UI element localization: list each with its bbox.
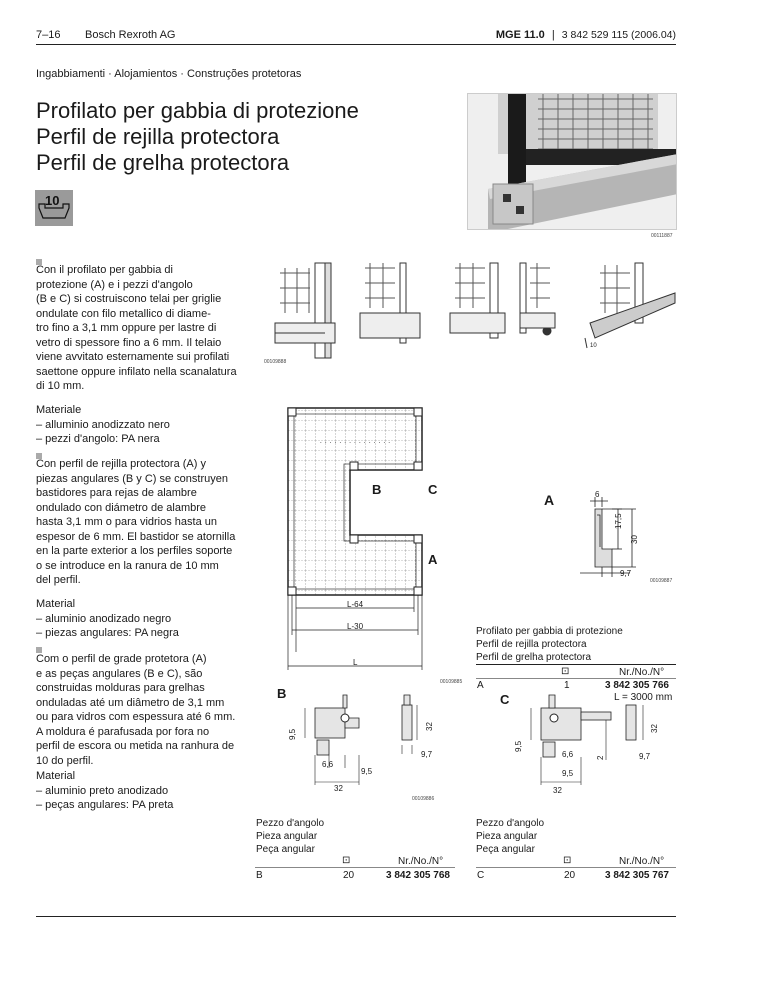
text-line: Material (36, 598, 76, 610)
corner-c-drawing (476, 690, 676, 800)
slot-size-badge (35, 190, 73, 226)
text-line: Pezzo d'angolo (476, 818, 545, 829)
corner-c-dim-32v: 32 (650, 724, 659, 733)
title-pt: Perfil de grelha protectora (36, 150, 290, 175)
corner-b-dim-9-7: 9,7 (421, 750, 433, 759)
profile-dim-17-5: 17,5 (614, 513, 623, 529)
corner-b-dim-32v: 32 (425, 722, 434, 731)
text-line: ondulado con diámetro de alambre (36, 501, 207, 514)
text-line: A moldura é parafusada por fora no (36, 725, 210, 738)
text-line: Pezzo d'angolo (256, 818, 325, 829)
text-line: – peças angulares: PA preta (36, 799, 174, 811)
corner-c-label: C (500, 692, 510, 707)
text-line: – aluminio anodizado negro (36, 612, 172, 625)
text-line: Profilato per gabbia di protezione (476, 626, 623, 637)
title-es: Perfil de rejilla protectora (36, 124, 280, 149)
product-a-description (476, 625, 623, 664)
footer-rule (36, 916, 676, 917)
frame-drawing (255, 390, 470, 690)
package-icon: ⊡ (342, 855, 351, 866)
description-es (36, 457, 246, 588)
corner-c-dim-9-5: 9,5 (514, 740, 523, 752)
product-c-qty: 20 (564, 870, 576, 881)
text-line: del perfil. (36, 574, 81, 586)
dim-l-30: L-30 (347, 622, 364, 631)
corner-b-dim-9-5: 9,5 (288, 728, 297, 740)
corners-code: 00109886 (412, 796, 435, 802)
text-line: hasta 3,1 mm o para vidrios hasta un (36, 516, 217, 528)
text-line: tro fino a 3,1 mm oppure per lastre di (36, 322, 217, 334)
material-pt (36, 769, 173, 813)
text-line: (B e C) si costruiscono telai per griglie (36, 293, 222, 305)
text-line: saettone oppure infilato nella scanalatura (36, 365, 237, 378)
corner-c-dim-2: 2 (596, 755, 605, 760)
text-line: Perfil de grelha protectora (476, 652, 592, 663)
description-it (36, 263, 246, 394)
text-line: Pieza angular (256, 831, 318, 842)
text-line: – aluminio preto anodizado (36, 784, 169, 797)
text-line: ou para vidros com espessura até 6 mm. (36, 711, 236, 723)
text-line: Com o perfil de grade protetora (A) (36, 653, 207, 665)
product-a-length: L = 3000 mm (614, 692, 673, 703)
text-line: Peça angular (476, 844, 535, 855)
text-line: di 10 mm. (36, 380, 85, 392)
frame-code: 00109885 (440, 679, 463, 685)
material-it (36, 403, 170, 447)
corner-b-dim-6-6: 6,6 (322, 760, 334, 769)
page-number: 7–16 (36, 29, 61, 41)
profile-dim-9-7: 9,7 (620, 569, 632, 578)
product-c-rule (476, 867, 676, 868)
text-line: viene avvitato esternamente sui profilati (36, 351, 230, 363)
company-name: Bosch Rexroth AG (85, 29, 176, 41)
product-b-rule (255, 867, 455, 868)
corner-b-dim-9-5b: 9,5 (361, 767, 373, 776)
text-line: en la parte exterior a los perfiles soporte (36, 545, 233, 557)
assembly-drawing (255, 243, 677, 373)
text-line: Con perfil de rejilla protectora (A) y (36, 458, 206, 470)
text-line: Pieza angular (476, 831, 538, 842)
frame-illustration (255, 390, 470, 690)
text-line: Con il profilato per gabbia di (36, 264, 173, 276)
product-b-number: 3 842 305 768 (386, 870, 450, 881)
product-c-description (476, 817, 544, 856)
profile-dim-6: 6 (595, 490, 600, 499)
text-line: espesor de 6 mm. El bastidor se atornilla (36, 530, 236, 543)
description-pt (36, 652, 246, 768)
page-title (36, 98, 359, 176)
assembly-code: 00109888 (264, 359, 287, 365)
product-b-description (256, 817, 324, 856)
text-line: Peça angular (256, 844, 315, 855)
text-line: 10 do perfil. (36, 754, 94, 767)
profile-a-illustration (540, 487, 680, 587)
text-line: – pezzi d'angolo: PA nera (36, 433, 160, 445)
text-line: construidas molduras para grelhas (36, 682, 205, 694)
package-icon: ⊡ (563, 855, 572, 866)
doc-code: MGE 11.0 (495, 29, 545, 41)
assembly-illustration (255, 243, 677, 373)
profile-a-code: 00109887 (650, 578, 673, 584)
product-b-col-nr: Nr./No./N° (398, 856, 444, 867)
header-rule (36, 44, 676, 45)
product-c-row-label: C (477, 870, 485, 881)
product-c-number: 3 842 305 767 (605, 870, 669, 881)
doc-ref (496, 29, 676, 41)
text-line: onduladas até um diâmetro de 3,1 mm (36, 696, 225, 709)
text-line: protezione (A) e i pezzi d'angolo (36, 278, 193, 291)
photo-code: 00111887 (651, 233, 673, 239)
svg-text:· · · · · · · · · · · · · · ·: · · · · · · · · · · · · · · · (319, 438, 391, 447)
doc-separator: | (551, 29, 555, 41)
breadcrumb: Ingabbiamenti · Alojamientos · Construções protetoras (36, 68, 302, 80)
text-line: – piezas angulares: PA negra (36, 627, 179, 639)
product-a-rule-top (476, 664, 676, 665)
text-line: Perfil de rejilla protectora (476, 639, 587, 650)
text-line: bastidores para rejas de alambre (36, 487, 197, 499)
corner-c-dim-32h: 32 (553, 786, 562, 795)
frame-label-b: B (372, 482, 382, 497)
text-line: Material (36, 770, 76, 782)
svg-text:10: 10 (590, 343, 597, 349)
doc-number: 3 842 529 115 (2006.04) (561, 29, 676, 41)
profile-dim-30: 30 (630, 535, 639, 544)
slot-size-text: 10 (45, 193, 60, 208)
dim-l: L (353, 658, 358, 667)
product-b-qty: 20 (343, 870, 355, 881)
dim-l-64: L-64 (347, 600, 364, 609)
package-icon: ⊡ (561, 666, 570, 677)
product-b-row-label: B (256, 870, 263, 881)
product-a-number: 3 842 305 766 (605, 680, 669, 691)
photo-illustration (468, 94, 677, 230)
product-photo (467, 93, 677, 230)
text-line: ondulate con filo metallico di diame- (36, 307, 211, 320)
text-line: e as peças angulares (B e C), são (36, 667, 203, 680)
product-a-row-label: A (477, 680, 484, 691)
text-line: o se introduce en la ranura de 10 mm (36, 559, 219, 572)
material-es (36, 597, 179, 641)
product-a-qty: 1 (564, 680, 570, 691)
text-line: – alluminio anodizzato nero (36, 418, 170, 431)
text-line: vetro di spessore fino a 6 mm. Il telaio (36, 336, 222, 349)
text-line: Materiale (36, 404, 82, 416)
product-c-col-nr: Nr./No./N° (619, 856, 665, 867)
corner-b-drawing (255, 686, 445, 800)
frame-label-a: A (428, 552, 438, 567)
text-line: perfil de escora ou metida na ranhura de (36, 740, 235, 752)
corner-c-dim-6-6: 6,6 (562, 750, 574, 759)
frame-label-c: C (428, 482, 438, 497)
corner-b-label: B (277, 686, 287, 701)
corner-b-illustration (255, 690, 445, 800)
corner-b-dim-32h: 32 (334, 784, 343, 793)
corner-c-dim-9-7: 9,7 (639, 752, 651, 761)
title-it: Profilato per gabbia di protezione (36, 98, 359, 123)
product-a-col-nr: Nr./No./N° (619, 667, 665, 678)
profile-a-label: A (544, 492, 555, 508)
profile-a-drawing (540, 487, 680, 587)
text-line: piezas angulares (B y C) se construyen (36, 472, 228, 485)
corner-c-dim-9-5b: 9,5 (562, 769, 574, 778)
